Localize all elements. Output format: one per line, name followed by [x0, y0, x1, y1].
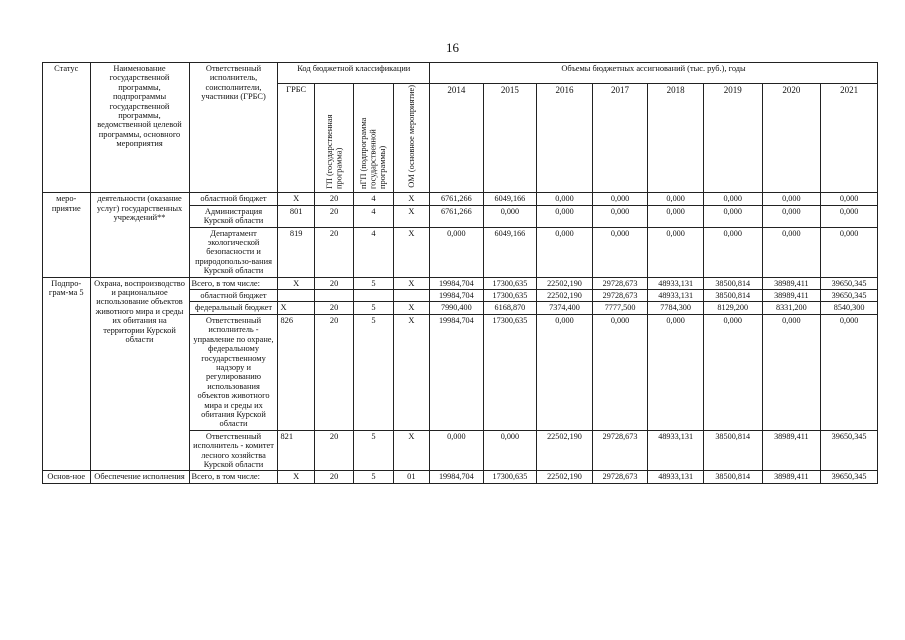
header-status: Статус	[43, 63, 91, 193]
row-source: областной бюджет	[189, 193, 278, 205]
cell-value: 29728,673	[592, 430, 648, 471]
cell-value: 0,000	[592, 193, 648, 205]
cell-pgp: 5	[354, 277, 393, 289]
cell-grbs	[278, 290, 314, 302]
cell-value: 19984,704	[430, 290, 484, 302]
cell-value: 39650,345	[821, 471, 878, 483]
cell-value: 0,000	[762, 205, 821, 227]
header-om: ОМ (основное мероприятие)	[393, 84, 429, 193]
cell-value: 0,000	[648, 314, 704, 430]
header-grbs: ГРБС	[278, 84, 314, 193]
cell-value: 39650,345	[821, 290, 878, 302]
cell-value: 0,000	[703, 227, 762, 277]
cell-value: 0,000	[592, 227, 648, 277]
header-year: 2018	[648, 84, 704, 193]
cell-value: 38989,411	[762, 430, 821, 471]
cell-value: 19984,704	[430, 471, 484, 483]
cell-gp: 20	[314, 314, 353, 430]
header-year: 2019	[703, 84, 762, 193]
row-name: деятельности (оказание услуг) государственных учреждений**	[90, 193, 189, 277]
cell-om: X	[393, 277, 429, 289]
row-source: Всего, в том числе:	[189, 277, 278, 289]
header-year: 2015	[483, 84, 537, 193]
cell-gp: 20	[314, 471, 353, 483]
cell-value: 0,000	[821, 205, 878, 227]
table-row	[43, 193, 878, 205]
row-source: Департамент экологической безопасности и природопользо-вания Курской области	[189, 227, 278, 277]
cell-value: 29728,673	[592, 471, 648, 483]
cell-om: X	[393, 205, 429, 227]
cell-value: 39650,345	[821, 430, 878, 471]
cell-value: 0,000	[703, 193, 762, 205]
cell-value: 38989,411	[762, 471, 821, 483]
cell-value: 48933,131	[648, 277, 704, 289]
header-executor: Ответственный исполнитель, соисполнители, участники (ГРБС)	[189, 63, 278, 193]
cell-gp: 20	[314, 430, 353, 471]
cell-pgp	[354, 290, 393, 302]
cell-value: 48933,131	[648, 430, 704, 471]
header-year: 2016	[537, 84, 593, 193]
cell-value: 0,000	[821, 227, 878, 277]
cell-pgp: 5	[354, 302, 393, 314]
row-source: федеральный бюджет	[189, 302, 278, 314]
cell-value: 38500,814	[703, 277, 762, 289]
header-name: Наименование государственной программы, подпрограммы государственной программы, ведомственной целевой программы, основного мероприятия	[90, 63, 189, 193]
header-year: 2014	[430, 84, 484, 193]
cell-value: 0,000	[762, 193, 821, 205]
header-year: 2017	[592, 84, 648, 193]
cell-gp: 20	[314, 193, 353, 205]
cell-om	[393, 290, 429, 302]
cell-pgp: 4	[354, 205, 393, 227]
row-status: Подпро-грам-ма 5	[43, 277, 91, 471]
row-source: Администрация Курской области	[189, 205, 278, 227]
cell-value: 48933,131	[648, 471, 704, 483]
cell-gp	[314, 290, 353, 302]
header-row-1	[43, 63, 878, 84]
header-volume-group: Объемы бюджетных ассигнований (тыс. руб.), годы	[430, 63, 878, 84]
cell-value: 22502,190	[537, 277, 593, 289]
header-pgp: пГП (подпрограмма государственной программы)	[354, 84, 393, 193]
cell-value: 7374,400	[537, 302, 593, 314]
row-source: Всего, в том числе:	[189, 471, 278, 483]
cell-value: 0,000	[537, 314, 593, 430]
cell-gp: 20	[314, 205, 353, 227]
cell-om: 01	[393, 471, 429, 483]
row-source: Ответственный исполнитель - комитет лесного хозяйства Курской области	[189, 430, 278, 471]
cell-value: 0,000	[537, 227, 593, 277]
cell-value: 6049,166	[483, 193, 537, 205]
cell-grbs: 819	[278, 227, 314, 277]
cell-value: 17300,635	[483, 471, 537, 483]
cell-value: 22502,190	[537, 290, 593, 302]
cell-value: 7990,400	[430, 302, 484, 314]
page-number: 16	[446, 40, 459, 55]
cell-value: 0,000	[537, 193, 593, 205]
cell-om: X	[393, 302, 429, 314]
cell-value: 17300,635	[483, 314, 537, 430]
row-source: областной бюджет	[189, 290, 278, 302]
cell-value: 22502,190	[537, 471, 593, 483]
row-source: Ответственный исполнитель - управление по охране, федеральному государственному надзору и регулированию использования объектов животного мира и среды их обитания Курской области	[189, 314, 278, 430]
header-year: 2021	[821, 84, 878, 193]
cell-grbs: 821	[278, 430, 314, 471]
cell-value: 0,000	[592, 205, 648, 227]
cell-value: 0,000	[703, 205, 762, 227]
cell-value: 0,000	[430, 430, 484, 471]
cell-value: 0,000	[762, 227, 821, 277]
cell-value: 38500,814	[703, 290, 762, 302]
table-row	[43, 277, 878, 289]
cell-value: 6049,166	[483, 227, 537, 277]
cell-value: 19984,704	[430, 314, 484, 430]
header-year: 2020	[762, 84, 821, 193]
cell-value: 0,000	[821, 193, 878, 205]
header-code-group: Код бюджетной классификации	[278, 63, 430, 84]
cell-value: 38500,814	[703, 471, 762, 483]
cell-gp: 20	[314, 277, 353, 289]
row-status: Основ-ное	[43, 471, 91, 483]
cell-gp: 20	[314, 302, 353, 314]
cell-value: 29728,673	[592, 277, 648, 289]
cell-value: 38989,411	[762, 290, 821, 302]
cell-value: 0,000	[483, 205, 537, 227]
cell-value: 0,000	[648, 205, 704, 227]
cell-value: 39650,345	[821, 277, 878, 289]
header-gp: ГП (государственная программа)	[314, 84, 353, 193]
cell-value: 0,000	[648, 193, 704, 205]
row-name: Охрана, воспроизводство и рациональное использование объектов животного мира и среды их обитания на территории Курской области	[90, 277, 189, 471]
cell-value: 17300,635	[483, 277, 537, 289]
cell-value: 19984,704	[430, 277, 484, 289]
cell-pgp: 5	[354, 314, 393, 430]
cell-grbs: X	[278, 471, 314, 483]
cell-value: 8129,200	[703, 302, 762, 314]
cell-value: 0,000	[483, 430, 537, 471]
cell-value: 0,000	[703, 314, 762, 430]
cell-gp: 20	[314, 227, 353, 277]
cell-pgp: 4	[354, 193, 393, 205]
cell-value: 0,000	[762, 314, 821, 430]
cell-pgp: 5	[354, 471, 393, 483]
row-status: меро-приятие	[43, 193, 91, 277]
cell-value: 7784,300	[648, 302, 704, 314]
cell-om: X	[393, 314, 429, 430]
cell-om: X	[393, 227, 429, 277]
cell-value: 0,000	[430, 227, 484, 277]
cell-pgp: 5	[354, 430, 393, 471]
cell-value: 7777,500	[592, 302, 648, 314]
cell-grbs: X	[278, 277, 314, 289]
cell-value: 29728,673	[592, 290, 648, 302]
cell-value: 48933,131	[648, 290, 704, 302]
cell-value: 0,000	[821, 314, 878, 430]
cell-value: 6761,266	[430, 205, 484, 227]
cell-value: 22502,190	[537, 430, 593, 471]
cell-grbs: 801	[278, 205, 314, 227]
cell-pgp: 4	[354, 227, 393, 277]
cell-grbs: 826	[278, 314, 314, 430]
cell-value: 38500,814	[703, 430, 762, 471]
cell-value: 6168,870	[483, 302, 537, 314]
cell-value: 38989,411	[762, 277, 821, 289]
cell-value: 17300,635	[483, 290, 537, 302]
cell-grbs: X	[278, 193, 314, 205]
cell-value: 0,000	[592, 314, 648, 430]
cell-value: 8540,300	[821, 302, 878, 314]
cell-value: 8331,200	[762, 302, 821, 314]
table-row	[43, 471, 878, 483]
budget-table	[42, 62, 878, 484]
row-name: Обеспечение исполнения	[90, 471, 189, 483]
cell-om: X	[393, 193, 429, 205]
cell-value: 0,000	[648, 227, 704, 277]
cell-value: 6761,266	[430, 193, 484, 205]
cell-grbs: X	[278, 302, 314, 314]
cell-value: 0,000	[537, 205, 593, 227]
cell-om: X	[393, 430, 429, 471]
